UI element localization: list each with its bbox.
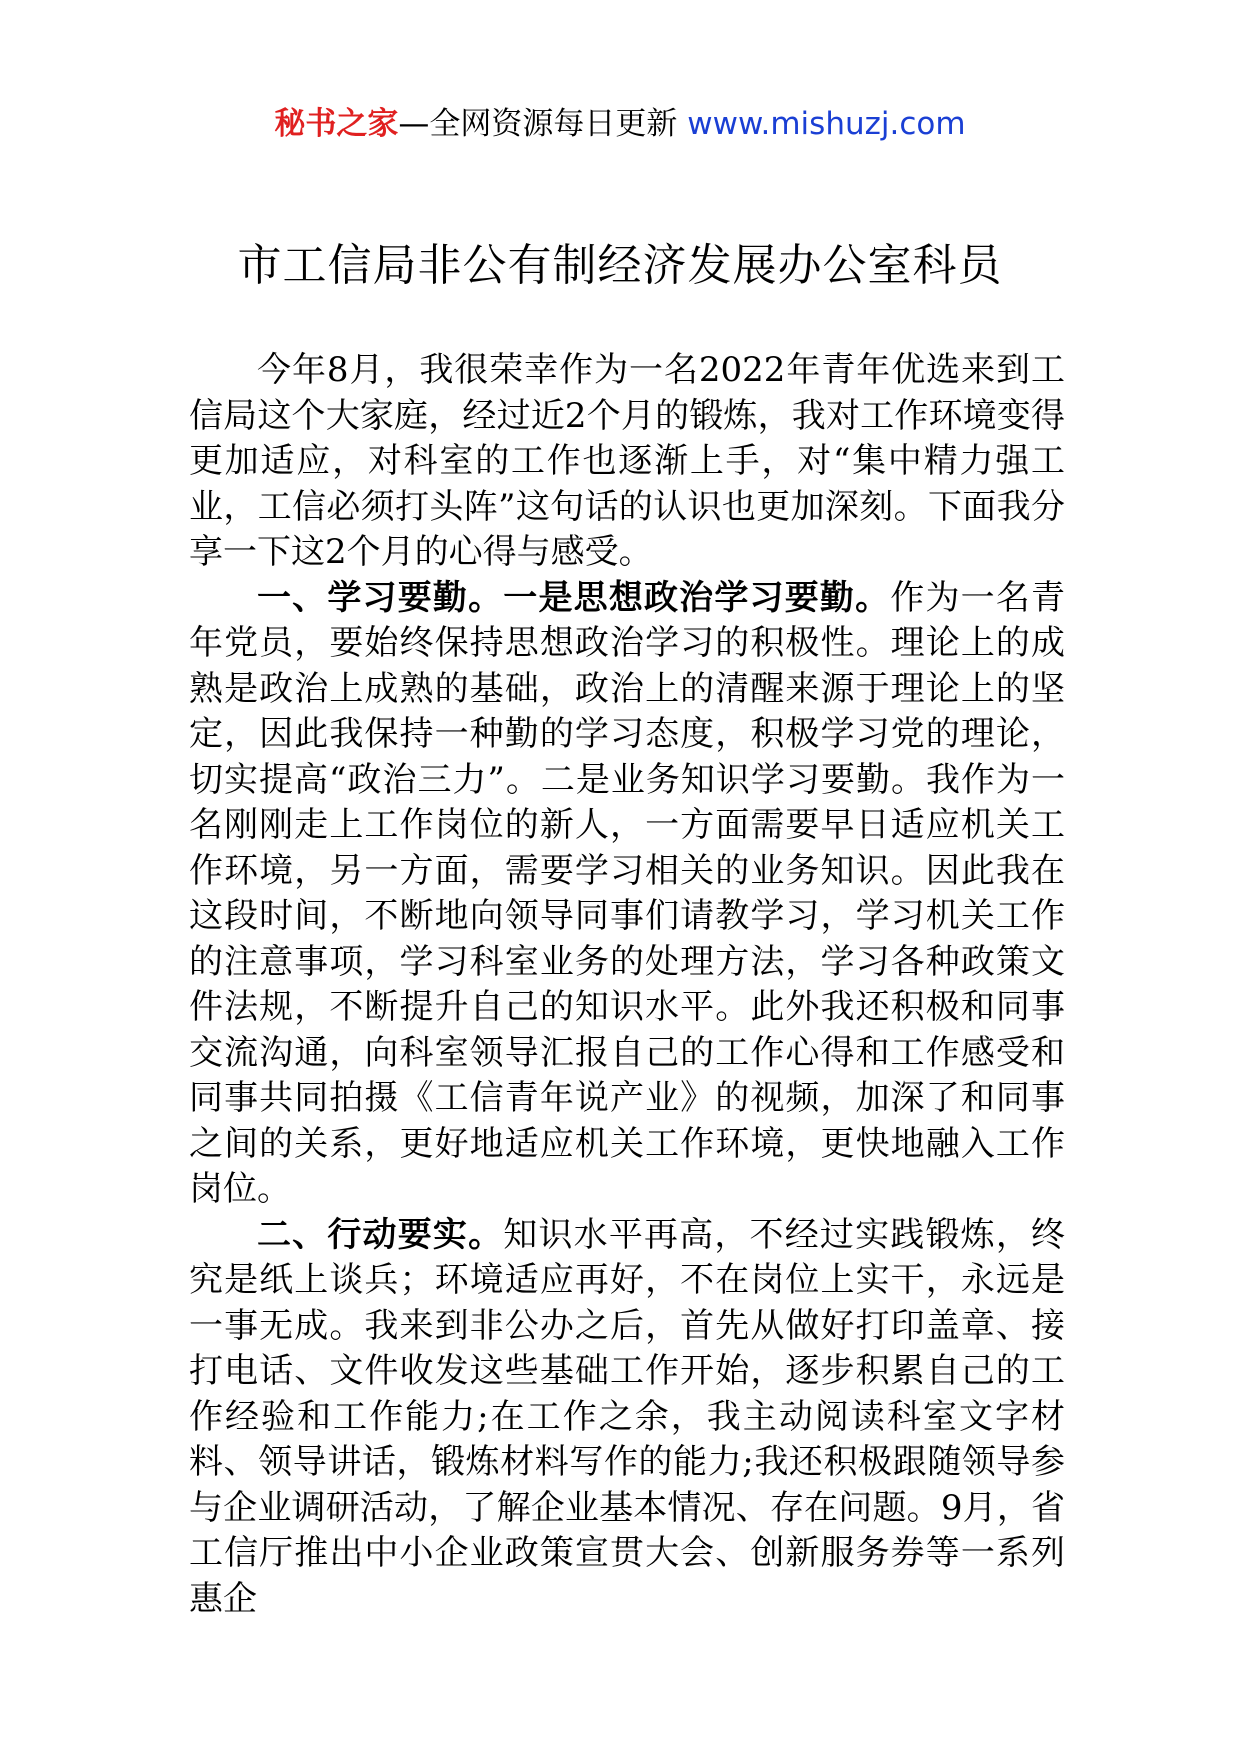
paragraph-text: 作为一名青年党员，要始终保持思想政治学习的积极性。理论上的成熟是政治上成熟的基础，政治上的清醒来源于理论上的坚定，因此我保持一种勤的学习态度，积极学习党的理论，切实提高“政治三力”。二是业务知识学习要勤。我作为一名刚刚走上工作岗位的新人，一方面需要早日适应机关工作环境，另一方面，需要学习相关的业务知识。因此我在这段时间，不断地向领导同事们请教学习，学习机关工作的注意事项，学习科室业务的处理方法，学习各种政策文件法规，不断提升自己的知识水平。此外我还积极和同事交流沟通，向科室领导汇报自己的工作心得和工作感受和同事共同拍摄《工信青年说产业》的视频，加深了和同事之间的关系，更好地适应机关工作环境，更快地融入工作岗位。 [189, 577, 1066, 1209]
site-brand: 秘书之家 [274, 106, 399, 142]
site-tagline: —全网资源每日更新 [398, 106, 688, 142]
paragraph-section-1 [189, 576, 1065, 1213]
paragraph-intro [189, 348, 1065, 576]
site-url-link[interactable]: www.mishuzj.com [687, 106, 966, 142]
section-heading: 二、行动要实。 [257, 1214, 504, 1255]
document-body [189, 348, 1065, 1622]
document-title: 市工信局非公有制经济发展办公室科员 [237, 240, 1003, 291]
section-heading: 一、学习要勤。一是思想政治学习要勤。 [257, 577, 891, 618]
paragraph-section-2 [189, 1213, 1065, 1623]
paragraph-text: 今年8月，我很荣幸作为一名2022年青年优选来到工信局这个大家庭，经过近2个月的锻炼，我对工作环境变得更加适应，对科室的工作也逐渐上手，对“集中精力强工业，工信必须打头阵”这句话的认识也更加深刻。下面我分享一下这2个月的心得与感受。 [189, 350, 1065, 572]
paragraph-text: 知识水平再高，不经过实践锻炼，终究是纸上谈兵；环境适应再好，不在岗位上实干，永远是一事无成。我来到非公办之后，首先从做好打印盖章、接打电话、文件收发这些基础工作开始，逐步积累自己的工作经验和工作能力;在工作之余，我主动阅读科室文字材料、领导讲话，锻炼材料写作的能力;我还积极跟随领导参与企业调研活动，了解企业基本情况、存在问题。9月，省工信厅推出中小企业政策宣贯大会、创新服务券等一系列惠企 [189, 1214, 1066, 1619]
site-header [0, 104, 1240, 144]
